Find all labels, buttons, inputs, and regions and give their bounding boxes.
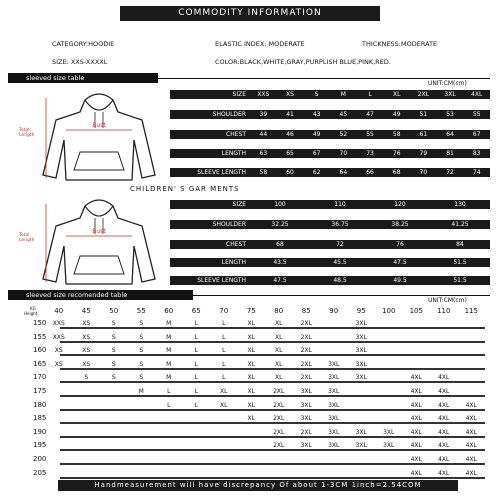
weight-header-cell: 55 <box>136 307 146 315</box>
rec-section-title: sleeved size recomended table <box>26 291 128 299</box>
size-cell: XL <box>275 347 283 355</box>
adult-cell: XXS <box>257 91 270 98</box>
rec-table-row <box>8 358 490 371</box>
size-cell: XL <box>275 374 283 382</box>
weight-header-cell: 95 <box>356 307 366 315</box>
size-cell: 4XL <box>410 428 422 436</box>
size-cell: XS <box>54 360 63 368</box>
size-cell: 3XL <box>355 320 367 327</box>
size-cell: S <box>139 347 144 355</box>
size-cell: 3XL <box>355 374 367 382</box>
height-cell: 165 <box>33 359 47 368</box>
adult-cell: 68 <box>392 169 401 176</box>
size-cell: XXS <box>52 320 65 327</box>
children-size-row <box>170 200 490 209</box>
adult-cell: 51 <box>419 111 428 118</box>
children-size-row <box>170 240 490 249</box>
row-stripe <box>60 463 485 465</box>
size-cell: 2XL <box>300 320 312 327</box>
adult-hoodie-illustration <box>40 90 158 182</box>
adult-size-row <box>170 168 490 177</box>
height-cell: 150 <box>33 319 47 327</box>
size-cell: 4XL <box>438 428 450 436</box>
adult-cell: 55 <box>472 111 481 118</box>
rec-table-row <box>8 344 490 357</box>
height-label: Height <box>24 311 38 316</box>
children-cell: 51.5 <box>453 259 467 266</box>
size-cell: S <box>111 360 116 368</box>
height-cell: 175 <box>33 387 47 395</box>
size-cell: S <box>111 333 116 341</box>
height-cell: 170 <box>33 373 47 382</box>
size-cell: S <box>139 374 144 382</box>
size-cell: XS <box>54 347 63 355</box>
children-cell: 43.5 <box>273 259 287 266</box>
size-cell: 3XL <box>328 360 340 368</box>
size-cell: 3XL <box>328 415 340 423</box>
height-cell: 185 <box>33 414 47 423</box>
size-cell: XL <box>247 347 255 355</box>
size-cell: L <box>194 347 198 355</box>
adult-cell: 61 <box>419 131 428 138</box>
rec-table-row <box>8 331 490 344</box>
size-cell: S <box>139 320 144 327</box>
children-cell: 38.25 <box>391 221 409 228</box>
thickness-attr: THICKNESS:MODERATE <box>362 40 438 48</box>
size-cell: 3XL <box>300 415 312 423</box>
height-cell: 205 <box>33 468 47 477</box>
adult-unit: UNIT:CM(cm) <box>428 80 467 87</box>
kg-label: KG <box>30 306 36 311</box>
adult-total-length-label: Total Length <box>19 128 35 138</box>
adult-cell: 76 <box>392 150 401 157</box>
size-cell: 4XL <box>410 456 422 463</box>
adult-cell: 52 <box>339 131 348 138</box>
weight-header-cell: 105 <box>409 307 423 315</box>
size-cell: M <box>138 388 144 395</box>
size-cell: 3XL <box>300 401 312 409</box>
hoodie-icon <box>40 90 158 182</box>
children-cell: 41.25 <box>451 221 469 228</box>
size-cell: S <box>111 320 116 327</box>
children-cell: 48.5 <box>333 277 347 284</box>
children-row-values <box>250 276 490 285</box>
height-cell: 190 <box>33 427 47 436</box>
size-cell: 4XL <box>465 442 477 450</box>
size-cell: M <box>166 347 172 355</box>
size-cell: 4XL <box>438 415 450 423</box>
size-cell: 3XL <box>328 388 340 395</box>
adult-cell: 53 <box>446 111 454 118</box>
row-stripe <box>60 436 485 438</box>
children-total-length-label: Total Length <box>19 233 35 243</box>
adult-cell: 39 <box>259 111 268 118</box>
size-cell: 2XL <box>273 401 285 409</box>
size-cell: L <box>194 320 198 327</box>
adult-row-values <box>250 149 490 158</box>
size-cell: 2XL <box>273 415 285 423</box>
size-cell: 4XL <box>465 456 477 463</box>
adult-cell: 62 <box>312 169 321 176</box>
children-cell: 130 <box>454 201 466 208</box>
adult-row-label: LENGTH <box>170 149 250 158</box>
size-cell: S <box>84 374 89 382</box>
size-cell: L <box>167 401 171 409</box>
adult-cell: 41 <box>286 111 294 118</box>
footer-note: Handmeasurement will have discrepancy Of about 1-3CM 1inch=2.54COM <box>94 481 422 489</box>
adult-row-values <box>250 90 490 99</box>
size-cell: XL <box>275 333 283 341</box>
size-cell: 4XL <box>465 415 477 423</box>
adult-cell: M <box>340 91 346 98</box>
size-cell: 3XL <box>383 428 395 436</box>
adult-size-row <box>170 130 490 139</box>
size-cell: 4XL <box>410 388 422 395</box>
size-cell: 4XL <box>438 456 450 463</box>
children-row-label: SHOULDER <box>170 220 250 229</box>
children-cell: 76 <box>396 241 404 248</box>
adult-cell: 73 <box>366 150 374 157</box>
rec-table-header <box>8 306 490 317</box>
svg-text:Bust: Bust <box>92 228 106 235</box>
children-cell: 49.5 <box>393 277 407 284</box>
size-cell: 3XL <box>355 360 367 368</box>
rec-section-line <box>193 295 490 296</box>
row-stripe <box>60 341 485 343</box>
weight-header-cell: 70 <box>219 307 229 315</box>
rec-section-bar <box>8 290 193 300</box>
children-cell: 32.25 <box>271 221 289 228</box>
size-cell: XL <box>275 360 283 368</box>
weight-header-cell: 110 <box>437 307 451 315</box>
size-cell: 2XL <box>300 360 312 368</box>
rec-table-row <box>8 453 490 466</box>
size-cell: 4XL <box>410 401 422 409</box>
size-cell: 3XL <box>300 442 312 450</box>
adult-cell: XL <box>392 91 401 98</box>
size-cell: S <box>111 347 116 355</box>
size-cell: 4XL <box>438 401 450 409</box>
adult-cell: 74 <box>472 169 481 176</box>
rec-table-row <box>8 412 490 425</box>
color-attr: COLOR:BLACK,WHITE,GRAY,PURPLISH BLUE,PINK,RED. <box>215 58 391 66</box>
adult-row-values <box>250 168 490 177</box>
size-cell: M <box>166 333 172 341</box>
size-cell: L <box>222 347 226 355</box>
size-cell: 2XL <box>273 428 285 436</box>
height-cell: 155 <box>33 332 47 341</box>
children-row-label: SIZE <box>170 200 250 209</box>
size-cell: XS <box>82 333 91 341</box>
size-cell: 4XL <box>410 442 422 450</box>
page-title: COMMODITY INFORMATION <box>178 8 322 18</box>
size-cell: XL <box>220 388 228 395</box>
children-cell: 36.75 <box>331 221 349 228</box>
adult-cell: 3XL <box>444 91 456 98</box>
adult-cell: 63 <box>259 150 268 157</box>
row-stripe <box>60 327 485 329</box>
size-cell: 4XL <box>410 415 422 423</box>
size-cell: 2XL <box>300 347 312 355</box>
rec-table-row <box>8 399 490 412</box>
adult-cell: 70 <box>419 169 428 176</box>
rec-table-row <box>8 439 490 452</box>
size-cell: XL <box>247 333 255 341</box>
adult-cell: 58 <box>259 169 268 176</box>
children-row-label: LENGTH <box>170 258 250 267</box>
adult-row-label: SIZE <box>170 90 250 99</box>
size-cell: 3XL <box>355 333 367 341</box>
category-attr: CATEGORY:HOODIE <box>52 40 115 48</box>
row-stripe <box>60 409 485 411</box>
height-cell: 180 <box>33 400 47 409</box>
size-cell: L <box>194 374 198 382</box>
height-cell: 195 <box>33 441 47 450</box>
size-cell: XL <box>247 374 255 382</box>
size-cell: 4XL <box>438 388 450 395</box>
size-cell: 3XL <box>383 442 395 450</box>
adult-cell: 79 <box>419 150 428 157</box>
size-cell: 4XL <box>410 374 422 382</box>
children-cell: 45.5 <box>333 259 347 266</box>
children-row-values <box>250 258 490 267</box>
size-cell: L <box>222 360 226 368</box>
adult-size-row <box>170 110 490 119</box>
adult-row-label: SLEEVE LENGTH <box>170 168 250 177</box>
size-cell: XL <box>247 415 255 423</box>
rec-table-row <box>8 426 490 439</box>
weight-header-cell: 50 <box>109 307 119 315</box>
rec-table-row <box>8 385 490 398</box>
size-cell: XL <box>247 360 255 368</box>
weight-header-cell: 90 <box>329 307 339 315</box>
children-row-values <box>250 200 490 209</box>
row-stripe <box>60 381 485 383</box>
row-stripe <box>60 395 485 397</box>
adult-row-values <box>250 110 490 119</box>
children-row-label: CHEST <box>170 240 250 249</box>
adult-cell: 83 <box>472 150 481 157</box>
size-cell: XS <box>82 347 91 355</box>
adult-cell: L <box>368 91 372 98</box>
children-size-row <box>170 258 490 267</box>
size-cell: 4XL <box>465 401 477 409</box>
size-cell: 3XL <box>355 347 367 355</box>
adult-cell: 47 <box>366 111 374 118</box>
adult-row-label: CHEST <box>170 130 250 139</box>
adult-row-values <box>250 130 490 139</box>
size-cell: XL <box>220 401 228 409</box>
children-size-row <box>170 276 490 285</box>
elastic-attr: ELASTIC INDEX: MODERATE <box>215 40 305 48</box>
weight-header-cell: 100 <box>382 307 396 315</box>
adult-cell: 67 <box>312 150 321 157</box>
adult-section-title: sleeved size table <box>26 74 85 82</box>
row-stripe <box>60 354 485 356</box>
adult-cell: 66 <box>366 169 374 176</box>
children-hoodie-illustration <box>40 196 158 286</box>
weight-header-cell: 75 <box>246 307 256 315</box>
size-cell: L <box>222 374 226 382</box>
size-cell: 2XL <box>300 374 312 382</box>
weight-header-cell: 80 <box>274 307 284 315</box>
adult-cell: 44 <box>259 131 268 138</box>
row-stripe <box>60 477 485 479</box>
children-row-label: SLEEVE LENGTH <box>170 276 250 285</box>
rec-unit: UNIT:CM(cm) <box>428 297 467 304</box>
row-stripe <box>60 422 485 424</box>
title-banner <box>120 6 380 21</box>
adult-section-bar <box>8 73 158 83</box>
adult-cell: 49 <box>392 111 401 118</box>
adult-cell: 81 <box>446 150 454 157</box>
size-cell: XL <box>247 388 255 395</box>
size-cell: M <box>166 360 172 368</box>
size-cell: 2XL <box>273 442 285 450</box>
children-cell: 84 <box>456 241 464 248</box>
size-cell: 3XL <box>328 442 340 450</box>
adult-cell: S <box>314 91 319 98</box>
size-cell: XS <box>82 360 91 368</box>
weight-header-cell: 40 <box>54 307 64 315</box>
size-cell: 3XL <box>328 401 340 409</box>
size-cell: 4XL <box>438 374 450 382</box>
children-cell: 110 <box>334 201 346 208</box>
adult-section-line <box>158 78 490 79</box>
children-cell: 51.5 <box>453 277 467 284</box>
size-cell: 3XL <box>355 428 367 436</box>
adult-cell: 67 <box>472 131 481 138</box>
size-cell: 4XL <box>410 469 422 477</box>
size-cell: 4XL <box>465 428 477 436</box>
adult-cell: 70 <box>339 150 348 157</box>
size-cell: 4XL <box>438 469 450 477</box>
adult-cell: XS <box>286 91 294 98</box>
size-cell: XL <box>275 320 283 327</box>
adult-cell: 45 <box>339 111 348 118</box>
adult-cell: 43 <box>312 111 321 118</box>
children-size-row <box>170 220 490 229</box>
svg-text:Bust: Bust <box>92 122 106 129</box>
children-cell: 100 <box>274 201 286 208</box>
children-cell: 68 <box>276 241 284 248</box>
size-cell: 3XL <box>328 428 340 436</box>
size-cell: 4XL <box>465 469 477 477</box>
adult-cell: 55 <box>366 131 374 138</box>
weight-header-cell: 45 <box>81 307 91 315</box>
size-cell: 4XL <box>438 442 450 450</box>
adult-cell: 58 <box>392 131 401 138</box>
adult-cell: 4XL <box>471 91 483 98</box>
adult-cell: 64 <box>446 131 454 138</box>
size-cell: L <box>222 320 226 327</box>
hoodie-icon <box>40 196 158 286</box>
adult-cell: 46 <box>286 131 294 138</box>
size-cell: L <box>194 360 198 368</box>
rec-table-row <box>8 467 490 480</box>
height-cell: 160 <box>33 346 47 355</box>
adult-size-row <box>170 90 490 99</box>
size-cell: 2XL <box>273 388 285 395</box>
size-cell: XL <box>247 401 255 409</box>
children-row-values <box>250 240 490 249</box>
size-cell: L <box>167 388 171 395</box>
adult-row-label: SHOULDER <box>170 110 250 119</box>
size-cell: L <box>194 333 198 341</box>
row-stripe <box>60 449 485 451</box>
size-cell: M <box>166 320 172 327</box>
size-cell: 2XL <box>300 333 312 341</box>
children-cell: 47.5 <box>273 277 287 284</box>
weight-header-cell: 60 <box>164 307 174 315</box>
footer-bar <box>58 480 458 491</box>
size-cell: L <box>194 401 198 409</box>
adult-cell: 2XL <box>417 91 429 98</box>
size-cell: 3XL <box>300 388 312 395</box>
adult-cell: 72 <box>446 169 454 176</box>
adult-cell: 65 <box>286 150 294 157</box>
size-attr: SIZE: XXS-XXXXL <box>52 58 108 66</box>
size-cell: L <box>222 333 226 341</box>
children-cell: 72 <box>336 241 344 248</box>
size-cell: 3XL <box>355 442 367 450</box>
children-cell: 47.5 <box>393 259 407 266</box>
rec-table-row <box>8 371 490 384</box>
weight-header-cell: 65 <box>191 307 201 315</box>
size-cell: S <box>139 360 144 368</box>
size-cell: L <box>194 388 198 395</box>
weight-header-cell: 85 <box>301 307 311 315</box>
weight-header-cell: 115 <box>464 307 478 315</box>
children-section-title: CHILDREN' S GAR MENTS <box>130 185 240 193</box>
row-stripe <box>60 368 485 370</box>
size-cell: XXS <box>52 333 65 341</box>
children-row-values <box>250 220 490 229</box>
height-cell: 200 <box>33 455 47 463</box>
size-cell: S <box>111 374 116 382</box>
adult-cell: 64 <box>339 169 348 176</box>
size-cell: XL <box>247 320 255 327</box>
size-cell: 3XL <box>328 374 340 382</box>
size-cell: XS <box>82 320 91 327</box>
rec-table-row <box>8 317 490 330</box>
adult-cell: 60 <box>286 169 294 176</box>
children-cell: 120 <box>394 201 406 208</box>
size-cell: 2XL <box>300 428 312 436</box>
adult-cell: 49 <box>312 131 321 138</box>
adult-size-row <box>170 149 490 158</box>
size-cell: S <box>139 333 144 341</box>
size-cell: M <box>166 374 172 382</box>
